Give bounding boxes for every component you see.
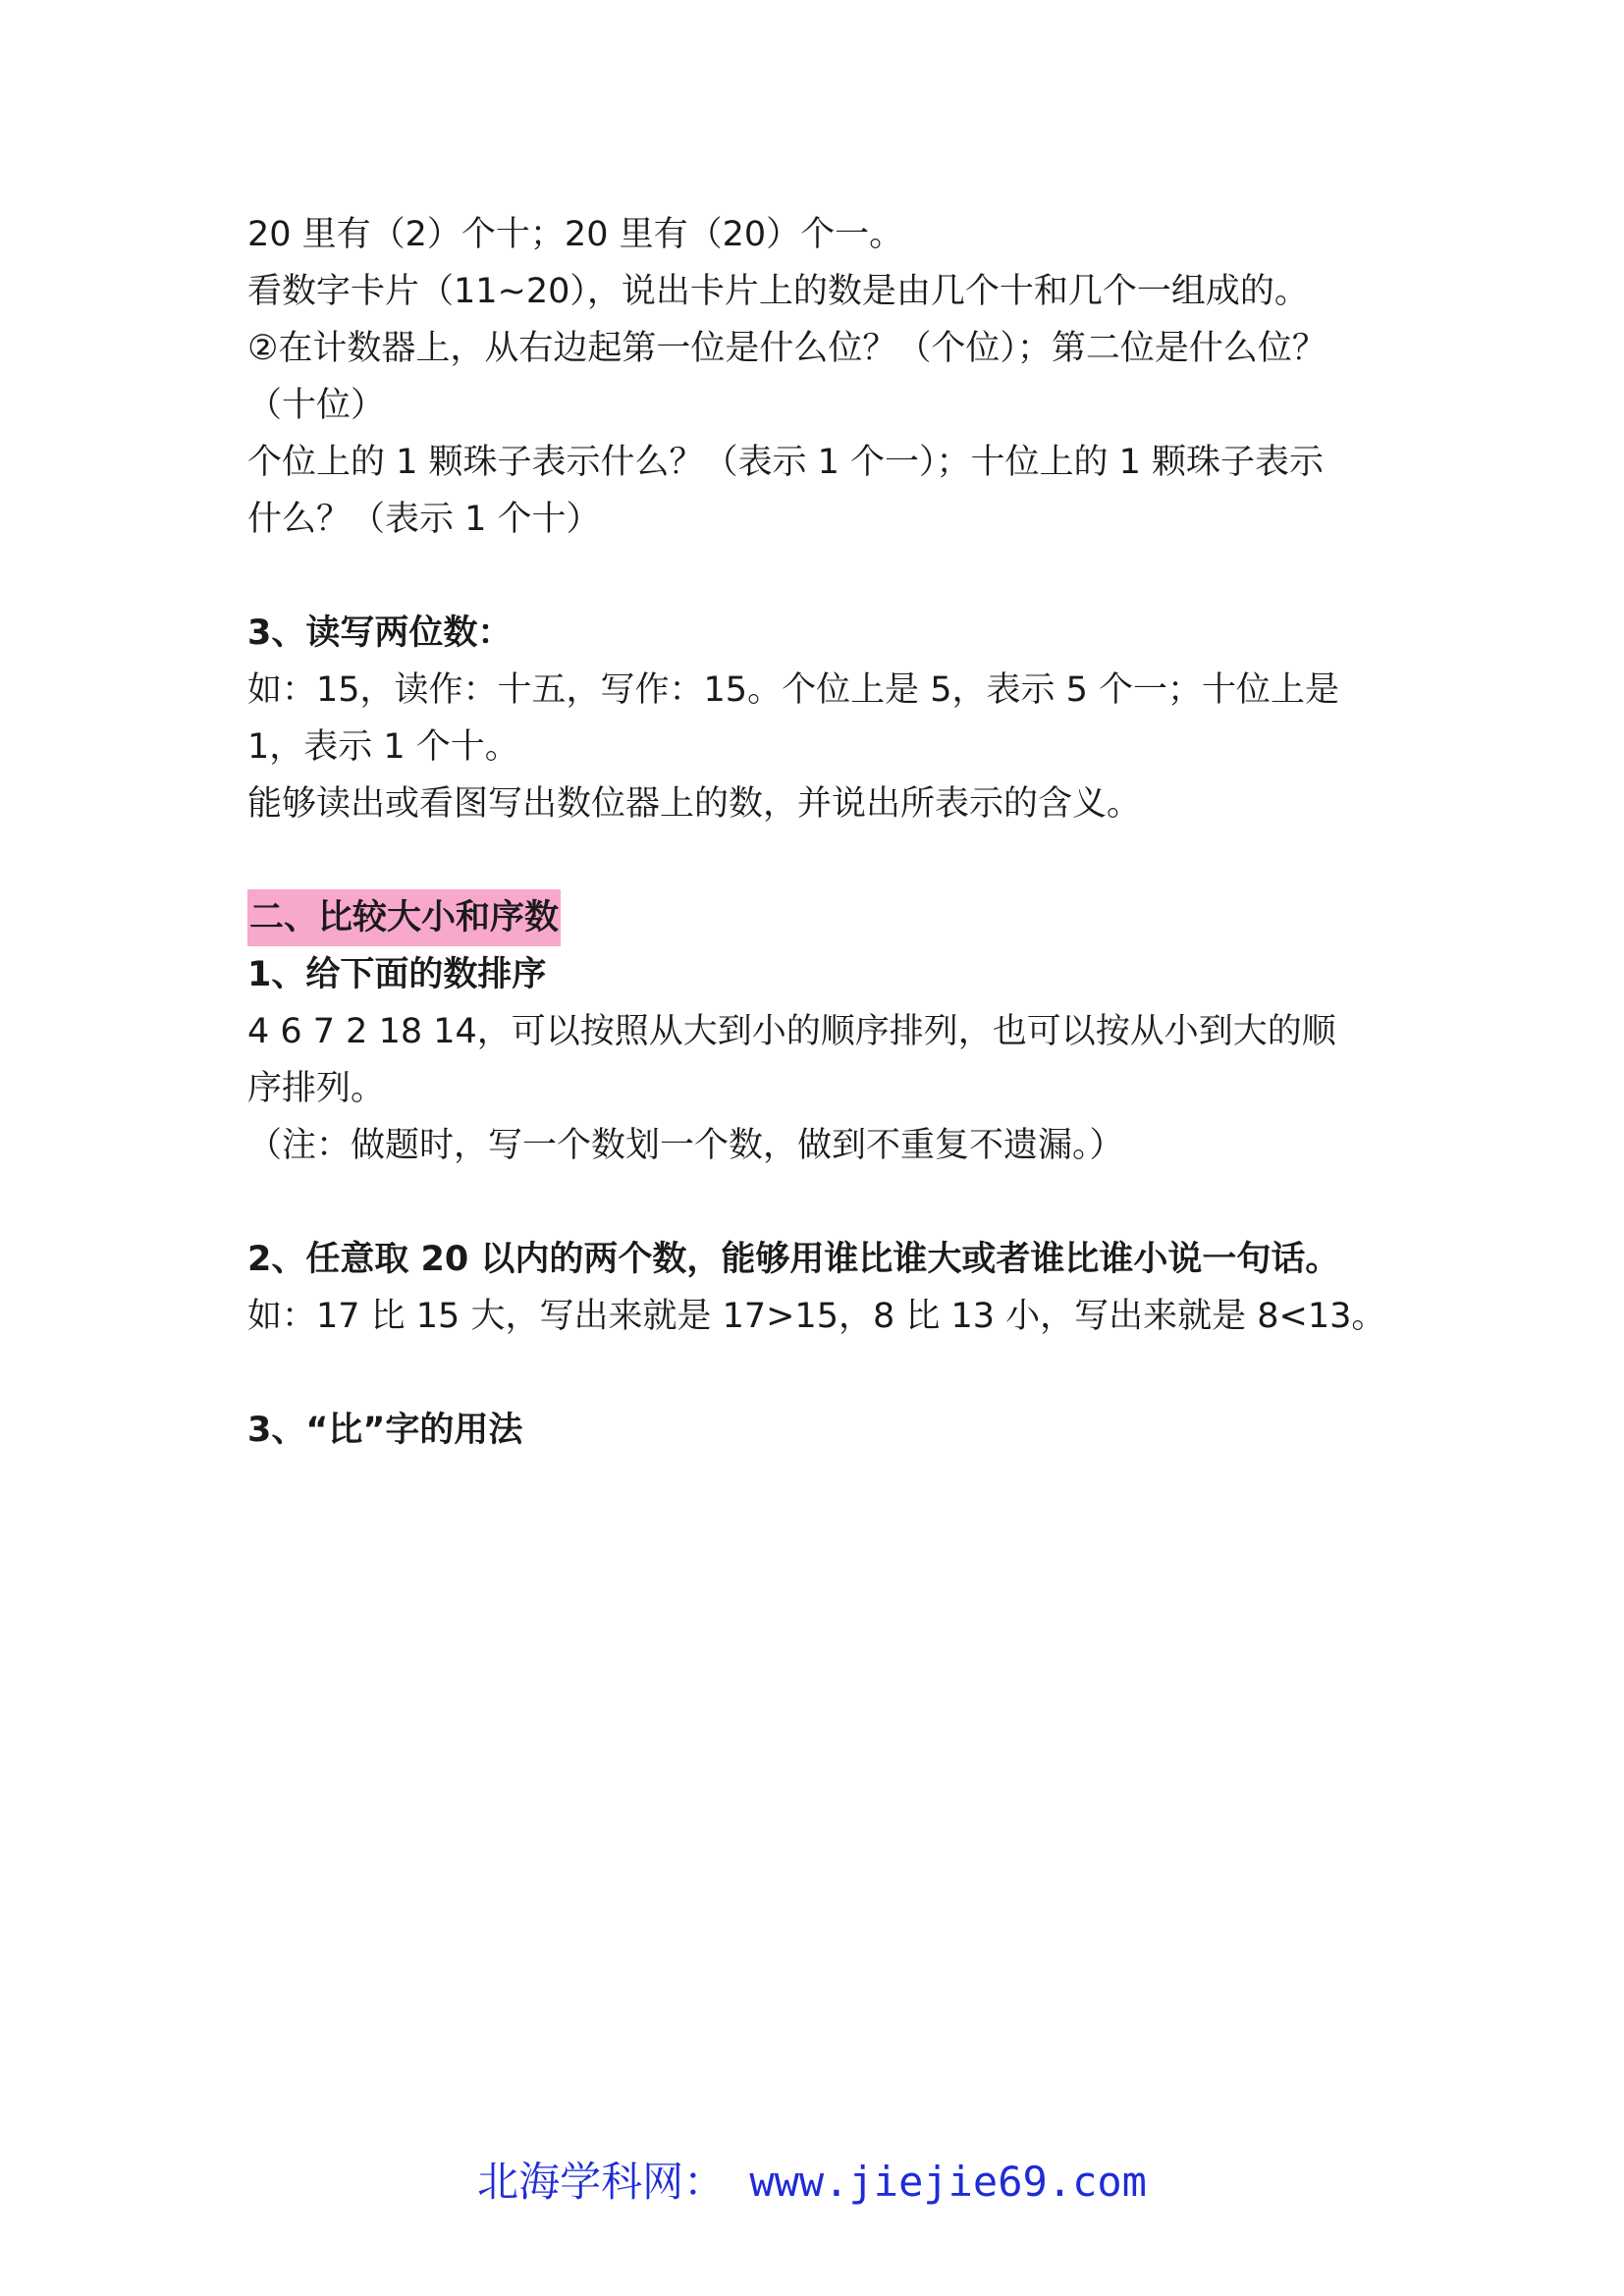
paragraph-line: （十位） [247,386,386,425]
paragraph-line: 个位上的 1 颗珠子表示什么？（表示 1 个一）；十位上的 1 颗珠子表示 [247,443,1325,482]
paragraph-line: ②在计数器上，从右边起第一位是什么位？（个位）；第二位是什么位？ [247,329,1326,368]
subheading-bi-usage: 3、“比”字的用法 [247,1411,523,1450]
paragraph-line: 序排列。 [247,1069,386,1108]
section-title [247,889,1396,946]
footer-watermark: 北海学科网： www.jiejie69.com [477,2158,1147,2206]
paragraph-line: （注：做题时，写一个数划一个数，做到不重复不遗漏。） [247,1126,1124,1165]
paragraph-line: 1，表示 1 个十。 [247,727,519,767]
subheading-sort: 1、给下面的数排序 [247,955,547,994]
paragraph-line: 看数字卡片（11~20），说出卡片上的数是由几个十和几个一组成的。 [247,272,1309,311]
subheading-read-write: 3、读写两位数： [247,614,513,653]
paragraph-line: 20 里有（2）个十；20 里有（20）个一。 [247,215,904,254]
paragraph-line: 4 6 7 2 18 14，可以按照从大到小的顺序排列，也可以按从小到大的顺 [247,1012,1336,1051]
subheading-compare: 2、任意取 20 以内的两个数，能够用谁比谁大或者谁比谁小说一句话。 [247,1240,1340,1279]
paragraph-line: 如：15，读作：十五，写作：15。个位上是 5，表示 5 个一；十位上是 [247,670,1339,710]
paragraph-line: 能够读出或看图写出数位器上的数，并说出所表示的含义。 [247,784,1142,824]
paragraph-line: 如：17 比 15 大，写出来就是 17>15，8 比 13 小，写出来就是 8<13。 [247,1297,1386,1336]
highlighted-section-title: 二、比较大小和序数 [247,889,561,946]
paragraph-line: 什么？（表示 1 个十） [247,500,601,539]
document-body [247,206,1396,1459]
